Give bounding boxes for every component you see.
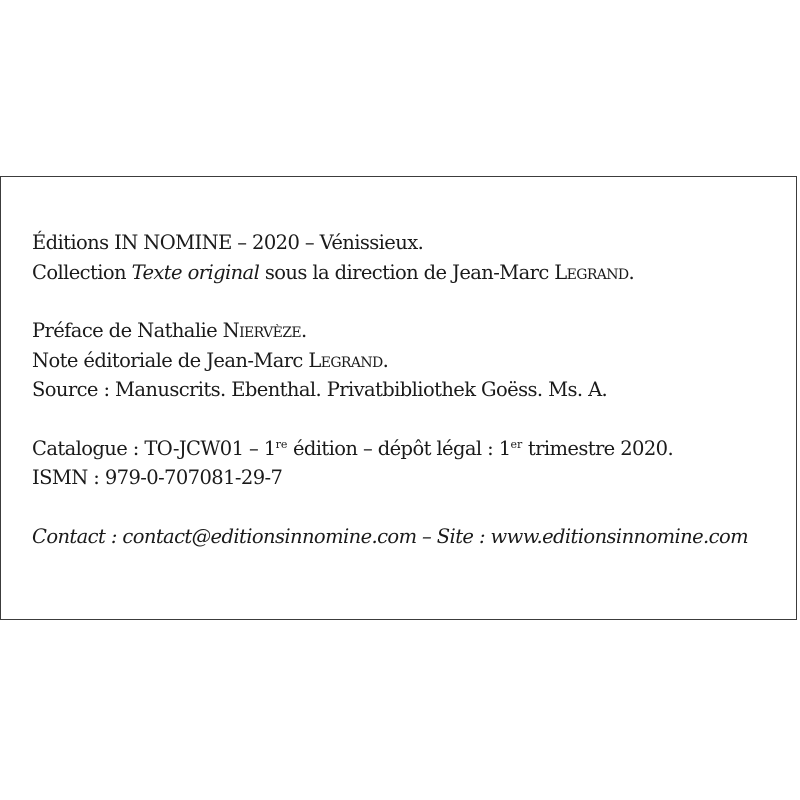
trimestre-superscript: er <box>510 437 523 451</box>
colophon-text <box>32 228 748 551</box>
catalogue-middle: édition – dépôt légal : 1 <box>287 436 511 460</box>
edition-superscript: re <box>275 437 288 451</box>
note-end: . <box>382 348 389 372</box>
note-surname: Legrand <box>308 348 383 372</box>
collection-editor-surname: Legrand <box>554 260 629 284</box>
catalogue-block <box>32 434 748 493</box>
colophon-card <box>0 176 797 620</box>
preface-prefix: Préface de Nathalie <box>32 319 223 342</box>
publisher-block <box>32 228 748 287</box>
preface-surname: Niervèze <box>222 319 301 342</box>
contact-line: Contact : contact@editionsinnomine.com – Site : www.editionsinnomine.com <box>32 524 749 548</box>
catalogue-line <box>32 434 748 464</box>
collection-name: Texte original <box>131 260 260 284</box>
catalogue-end: trimestre 2020. <box>522 436 674 460</box>
contact-block <box>32 522 748 552</box>
collection-end: . <box>628 260 635 284</box>
collection-prefix: Collection <box>32 260 132 284</box>
ismn-line: ISMN : 979-0-707081-29-7 <box>32 466 283 489</box>
collection-middle: sous la direction de Jean-Marc <box>259 260 555 284</box>
note-prefix: Note éditoriale de Jean-Marc <box>32 348 309 372</box>
editorial-note-line <box>32 346 748 376</box>
preface-line <box>32 316 748 346</box>
collection-line <box>32 258 748 288</box>
publisher-line: Éditions IN NOMINE – 2020 – Vénissieux. <box>32 231 424 254</box>
source-line: Source : Manuscrits. Ebenthal. Privatbibliothek Goëss. Ms. A. <box>32 378 608 401</box>
credits-block <box>32 316 748 405</box>
preface-end: . <box>300 319 307 342</box>
catalogue-prefix: Catalogue : TO-JCW01 – 1 <box>32 436 276 460</box>
